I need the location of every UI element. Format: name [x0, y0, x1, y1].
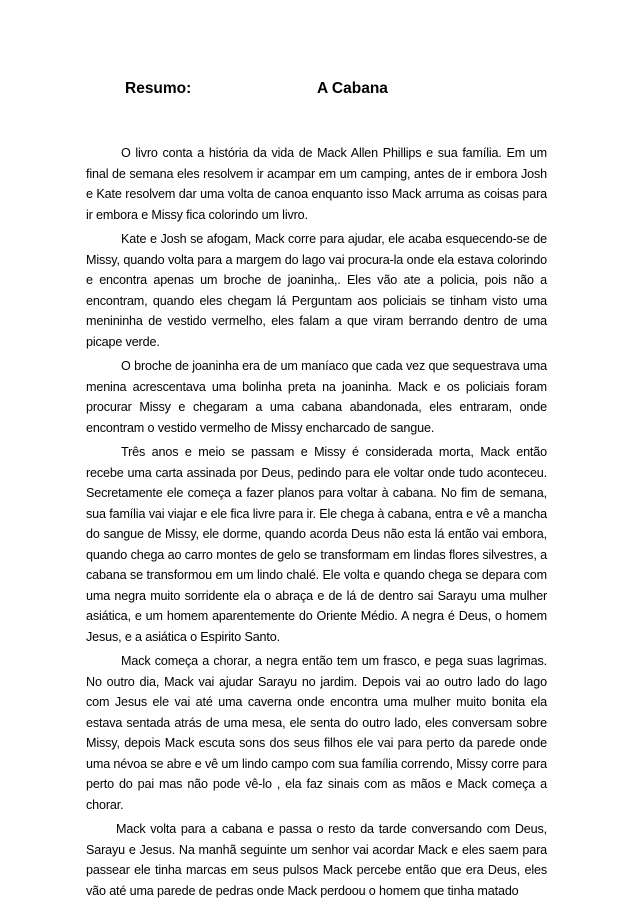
paragraph-2: Kate e Josh se afogam, Mack corre para ajudar, ele acaba esquecendo-se de Missy, quando volta para a margem do lago vai procura-la onde ela estava colorindo e encontra apenas um broche de joaninha,. Eles vão ate a policia, pois não a encontram, quando eles chegam lá Perguntam aos policiais se tinham visto uma menininha de vestido vermelho, eles falam a que viram berrando dentro de uma picape verde. [86, 232, 547, 349]
paragraph-6: Mack volta para a cabana e passa o resto da tarde conversando com Deus, Sarayu e Jesus. Na manhã seguinte um senhor vai acordar Mack e eles saem para passear ele tinha marcas em seus pulsos Mack percebe então que era Deus, eles vão até uma parede de pedras onde Mack perdoou o homem que tinha matado [86, 822, 547, 898]
document-body [86, 143, 547, 905]
paragraph-5: Mack começa a chorar, a negra então tem um frasco, e pega suas lagrimas. No outro dia, Mack vai ajudar Sarayu no jardim. Depois vai ao outro lado do lago com Jesus ele vai até uma caverna onde encontra uma mulher muito bonita ela estava sentada atrás de uma mesa, ele senta do outro lado, eles conversam sobre Missy, depois Mack escuta sons dos seus filhos ele vai para perto da parede onde uma névoa se abre e vê um lindo campo com sua família correndo, Missy corre para perto do pai mas não pode vê-lo , ela faz sinais com as mãos e Mack começa a chorar. [86, 654, 547, 812]
paragraph-1: O livro conta a história da vida de Mack Allen Phillips e sua família. Em um final de semana eles resolvem ir acampar em um camping, antes de ir embora Josh e Kate resolvem dar uma volta de canoa enquanto isso Mack arruma as coisas para ir embora e Missy fica colorindo um livro. [86, 146, 547, 222]
document-header [0, 80, 638, 104]
summary-label: Resumo: [125, 80, 192, 97]
paragraph-3: O broche de joaninha era de um maníaco que cada vez que sequestrava uma menina acrescentava uma bolinha preta na joaninha. Mack e os policiais foram procurar Missy e chegaram a uma cabana abandonada, eles entraram, onde encontram o vestido vermelho de Missy encharcado de sangue. [86, 359, 547, 435]
paragraph-4: Três anos e meio se passam e Missy é considerada morta, Mack então recebe uma carta assinada por Deus, pedindo para ele voltar onde tudo aconteceu. Secretamente ele começa a fazer planos para voltar à cabana. No fim de semana, sua família vai viajar e ele fica livre para ir. Ele chega à cabana, entra e vê a mancha do sangue de Missy, ele dorme, quando acorda Deus não esta lá então vai embora, quando chega ao carro montes de gelo se transformam em lindas flores silvestres, a cabana se transformou em um lindo chalé. Ele volta e quando chega se depara com uma negra muito sorridente ela o abraça e de lá de dentro sai Sarayu uma mulher asiática, e um homem aparentemente do Oriente Médio. A negra é Deus, o homem Jesus, e a asiática o Espirito Santo. [86, 445, 547, 644]
document-title: A Cabana [317, 80, 388, 97]
